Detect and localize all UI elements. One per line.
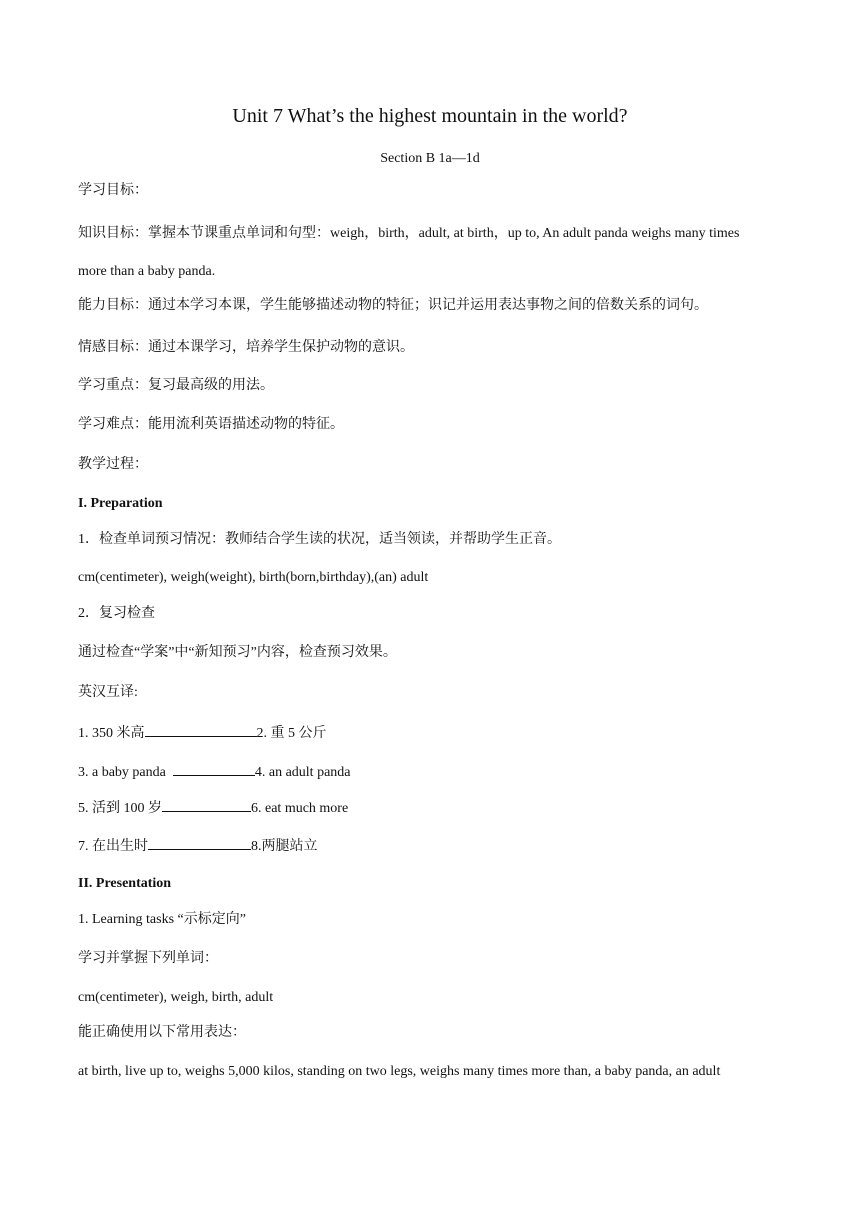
- answer-blank-3[interactable]: [173, 762, 255, 776]
- key-point: 学习重点：复习最高级的用法。: [78, 378, 274, 393]
- expressions-list: at birth, live up to, weighs 5,000 kilos, standing on two legs, weighs many times more than, a baby panda, an adult: [78, 1064, 721, 1079]
- exercise-4: 4. an adult panda: [254, 765, 351, 780]
- knowledge-objective-line1: 知识目标：掌握本节课重点单词和句型：weigh，birth，adult, at birth，up to, An adult panda weighs many times: [78, 226, 740, 241]
- emotion-objective: 情感目标：通过本课学习，培养学生保护动物的意识。: [78, 340, 414, 355]
- knowledge-objective-line2: more than a baby panda.: [78, 264, 216, 279]
- answer-blank-1[interactable]: [145, 723, 257, 737]
- step-1: 1．检查单词预习情况：教师结合学生读的状况，适当领读，并帮助学生正音。: [78, 532, 561, 547]
- learning-tasks: 1. Learning tasks “示标定向”: [78, 912, 246, 927]
- section-preparation-heading: I. Preparation: [78, 496, 163, 511]
- exercise-row-4: [78, 836, 318, 856]
- learn-words-heading: 学习并掌握下列单词：: [78, 951, 218, 966]
- check-text: 通过检查“学案”中“新知预习”内容，检查预习效果。: [78, 645, 397, 660]
- exercise-5: 5. 活到 100 岁: [78, 801, 162, 816]
- exercise-row-3: [78, 798, 348, 818]
- exercise-row-2: [78, 762, 351, 782]
- translate-heading: 英汉互译:: [78, 685, 138, 700]
- ability-objective: 能力目标：通过本学习本课，学生能够描述动物的特征；识记并运用表达事物之间的倍数关系的词句。: [78, 298, 708, 313]
- expressions-heading: 能正确使用以下常用表达：: [78, 1025, 246, 1040]
- words-list-2: cm(centimeter), weigh, birth, adult: [78, 990, 274, 1005]
- process-heading: 教学过程：: [78, 457, 148, 472]
- answer-blank-5[interactable]: [162, 798, 251, 812]
- objectives-heading: 学习目标：: [78, 183, 148, 198]
- exercise-3: 3. a baby panda: [78, 765, 166, 780]
- step-2: 2．复习检查: [78, 606, 155, 621]
- exercise-6: 6. eat much more: [251, 801, 349, 816]
- exercise-1: 1. 350 米高: [78, 726, 145, 741]
- document-subtitle: Section B 1a—1d: [380, 151, 480, 166]
- exercise-7: 7. 在出生时: [78, 839, 148, 854]
- exercise-row-1: [78, 723, 327, 743]
- document-title: Unit 7 What’s the highest mountain in the world?: [232, 105, 628, 127]
- words-list-1: cm(centimeter), weigh(weight), birth(born,birthday),(an) adult: [78, 570, 429, 585]
- answer-blank-7[interactable]: [148, 836, 251, 850]
- exercise-8: 8.两腿站立: [251, 839, 318, 854]
- section-presentation-heading: II. Presentation: [78, 876, 172, 891]
- exercise-2: 2. 重 5 公斤: [256, 726, 327, 741]
- difficulty-point: 学习难点：能用流利英语描述动物的特征。: [78, 417, 344, 432]
